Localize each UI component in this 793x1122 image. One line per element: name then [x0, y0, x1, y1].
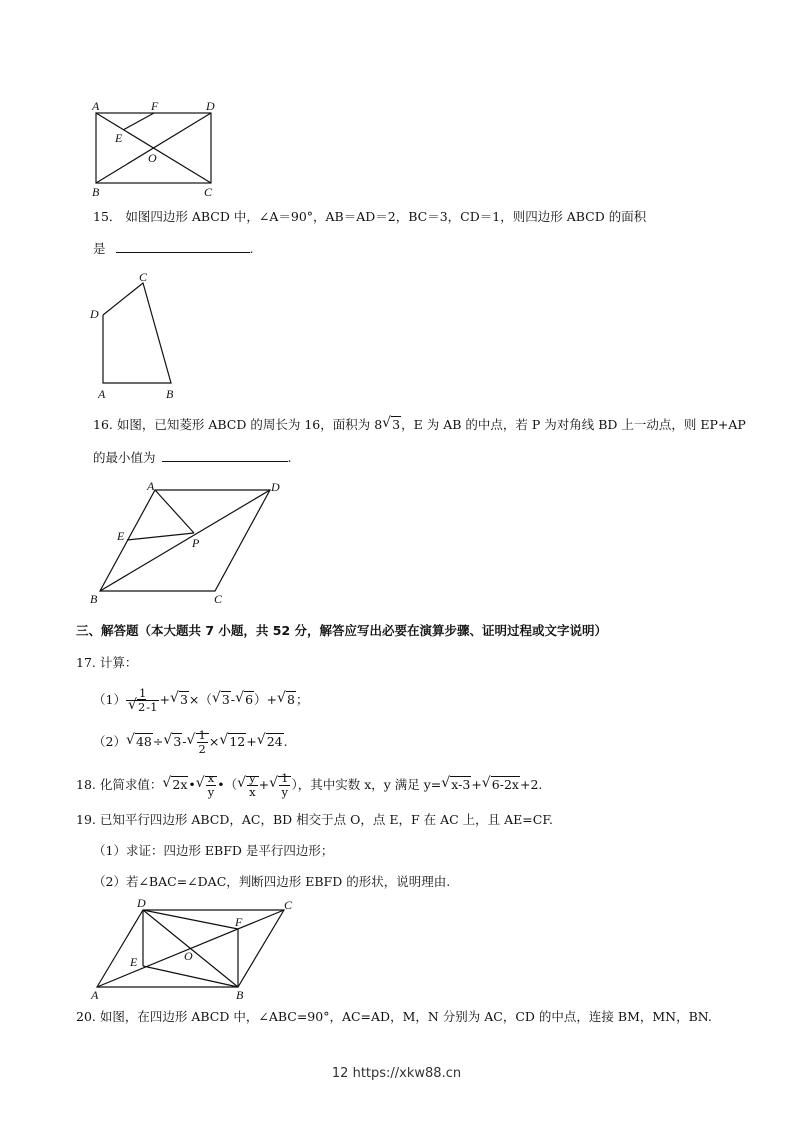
q19-line1: [76, 812, 553, 828]
q17-part2: （2） √ 48÷ √ 3- √ $\frac{1}{2}$ × √ 12+ √ 24.: [93, 728, 288, 756]
label-e: E: [117, 529, 125, 543]
q20-number: 20.: [76, 1009, 96, 1024]
q15-line1: [93, 209, 646, 225]
q16-number: 16.: [93, 417, 113, 432]
q15-line2-text: 是: [93, 241, 106, 256]
quadrilateral-figure-q15: [86, 268, 196, 403]
label-a: A: [147, 479, 155, 493]
label-b: B: [166, 387, 174, 401]
label-o: O: [184, 949, 193, 963]
q18-label: 化简求值：: [99, 777, 163, 792]
q16-answer-blank[interactable]: [162, 449, 288, 462]
q19-text: 已知平行四边形 ABCD，AC，BD 相交于点 O，点 E，F 在 AC 上，且 AE=CF.: [99, 812, 554, 827]
label-b: B: [236, 988, 244, 1002]
q20-line: [76, 1009, 712, 1025]
label-c: C: [204, 185, 213, 199]
q15-line2: [93, 240, 253, 257]
q20-text: 如图，在四边形 ABCD 中，∠ABC=90°，AC=AD，M，N 分别为 AC，CD 的中点，连接 BM，MN，BN.: [99, 1009, 712, 1024]
q19-part1: （1）求证：四边形 EBFD 是平行四边形；: [93, 843, 334, 858]
sqrt-3: √ 3: [382, 415, 401, 432]
q15-text: 如图四边形 ABCD 中，∠A＝90°，AB＝AD＝2，BC＝3，CD＝1，则四边形 ABCD 的面积: [125, 209, 647, 224]
sqrt-x-over-y: √ $\frac{x}{y}$: [196, 770, 218, 800]
sqrt-6-2x: √ 6-2x: [481, 775, 519, 792]
q16-line2-text: 的最小值为: [93, 450, 156, 465]
label-c: C: [139, 270, 148, 284]
q15-number: 15．: [93, 209, 122, 224]
label-d: D: [90, 307, 99, 321]
q16-line1: [93, 417, 746, 433]
q15-answer-blank[interactable]: [116, 240, 250, 253]
q17-title-text: 计算：: [99, 655, 138, 670]
sqrt-y-over-x: √ $\frac{y}{x}$: [237, 770, 259, 800]
q17-title: [76, 655, 137, 671]
label-f: F: [151, 99, 159, 113]
q19-number: 19.: [76, 812, 96, 827]
parallelogram-figure-q19: [86, 896, 301, 1004]
label-e: E: [115, 131, 123, 145]
section-heading: 三、解答题（本大题共 7 小题，共 52 分，解答应写出必要在演算步骤、证明过程或文字说明）: [76, 623, 608, 638]
q17-number: 17.: [76, 655, 96, 670]
q17-p1-label: （1）: [93, 692, 126, 707]
sqrt-3b: √ 3: [211, 690, 230, 707]
q16-end: .: [287, 450, 292, 465]
sqrt-12: √ 12: [219, 732, 246, 749]
sqrt-24: √ 24: [256, 732, 283, 749]
label-e: E: [130, 955, 138, 969]
sqrt-6: √ 6: [235, 690, 254, 707]
label-c: C: [284, 898, 293, 912]
fraction: 1 √ 2-1: [127, 686, 158, 714]
q18-line: 18. 化简求值： √ 2x• √ $\frac{x}{y}$ •（ √ $\frac{y}{x}$ + √ $\frac{1}{y}$ ），其中实数 x，y 满足 y= √ x-3+ √ 6-2x+2.: [76, 771, 543, 799]
sqrt-x-3: √ x-3: [441, 775, 471, 792]
page-footer: 12 https://xkw88.cn: [331, 1066, 462, 1081]
q16-text-a: 如图，已知菱形 ABCD 的周长为 16，面积为 8: [116, 417, 383, 432]
label-o: O: [148, 151, 157, 165]
sqrt-8: √ 8: [277, 690, 295, 707]
q17-part1: （1） 1 √ 2-1 + √ 3×（ √ 3- √ 6）+ √ 8；: [93, 686, 309, 714]
label-b: B: [92, 185, 100, 199]
rectangle-figure-q14: [86, 96, 226, 201]
label-d: D: [206, 99, 215, 113]
q19-part2: （2）若∠BAC=∠DAC，判断四边形 EBFD 的形状，说明理由.: [93, 874, 451, 889]
q17-p2-label: （2）: [93, 734, 126, 749]
sqrt-1-over-y: √ $\frac{1}{y}$: [269, 770, 291, 800]
label-a: A: [92, 99, 100, 113]
label-a: A: [98, 387, 106, 401]
sqrt-half: √ $\frac{1}{2}$: [187, 727, 209, 757]
q16-line2: [93, 449, 291, 466]
label-p: P: [192, 536, 200, 550]
sqrt-2x: √ 2x: [162, 775, 188, 792]
label-d: D: [271, 480, 280, 494]
sqrt-3: √ 3: [169, 690, 188, 707]
q15-end: .: [249, 241, 254, 256]
label-c: C: [214, 592, 223, 606]
label-a: A: [91, 988, 99, 1002]
sqrt-3: √ 3: [163, 732, 182, 749]
q18-number: 18.: [76, 777, 96, 792]
label-b: B: [90, 592, 98, 606]
sqrt-48: √ 48: [125, 732, 152, 749]
rhombus-figure-q16: [86, 478, 286, 608]
label-f: F: [235, 915, 243, 929]
q16-text-b: ，E 为 AB 的中点，若 P 为对角线 BD 上一动点，则 EP+AP: [401, 417, 746, 432]
label-d: D: [137, 896, 146, 910]
